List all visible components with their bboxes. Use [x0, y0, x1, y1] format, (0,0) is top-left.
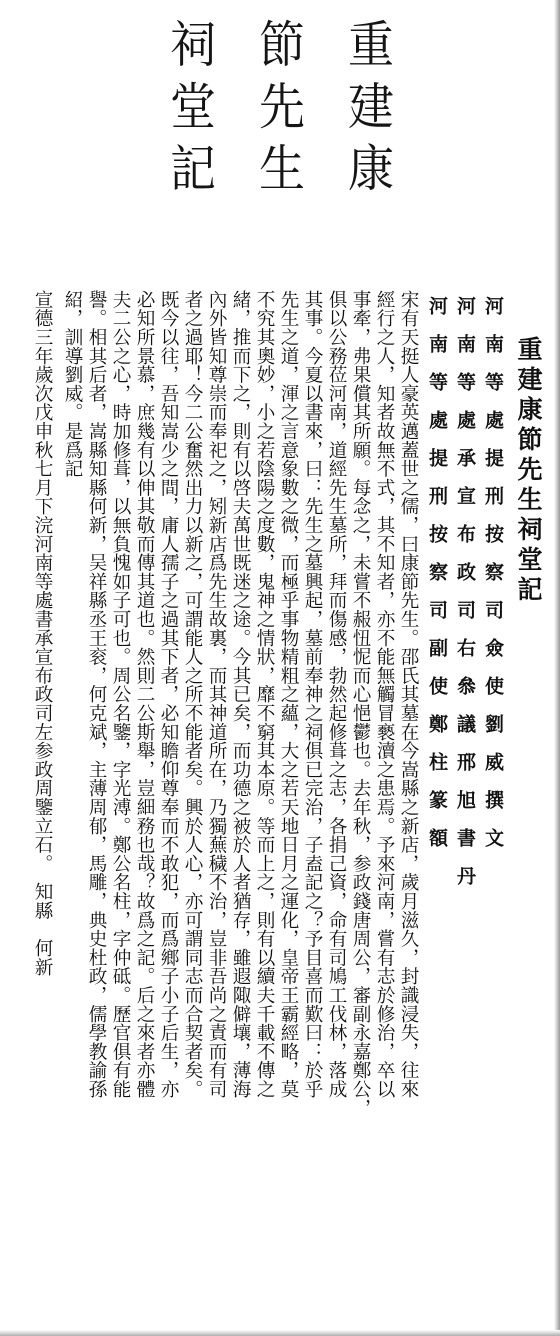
- body-column: 者之過耶！今二公奮然出力以新之，可謂能人之所不能者矣。興於人心，亦可謂同志而合契者矣。: [182, 290, 203, 1099]
- seal-character: 康: [348, 140, 394, 198]
- page-edge-shadow-right: [554, 0, 560, 1336]
- seal-character: 祠: [170, 16, 216, 74]
- calligrapher-line: 河 南 等 處 承 宣 布 政 司 右 叅 議 邢 旭 書 丹: [454, 296, 476, 885]
- document-title: 重建康節先生祠堂記: [514, 336, 543, 606]
- body-column: 譽。相其后者，嵩縣知縣何新，吴祥縣丞王衮，何克斌，主薄周郁，馬雕，典史杜政，儒學教諭孫: [86, 290, 107, 1099]
- body-column: 夫二公之心，時加修葺，以無負愧如子可也。周公名鑒，字光溥。鄭公名柱，字仲砥。歷官俱有能: [110, 290, 131, 1099]
- body-column: 俱以公務莅河南，道經先生墓所，拜而傷感，勃然起修葺之志，各捐己資，命有司鳩工伐林，落成: [326, 290, 347, 1099]
- seal-script-title: [150, 14, 410, 254]
- seal-inscriber-line: 河 南 等 處 提 刑 按 察 司 副 使 鄭 柱 篆 額: [426, 296, 448, 847]
- author-line: 河 南 等 處 提 刑 按 察 司 僉 使 劉 威 撰 文: [482, 296, 504, 847]
- seal-character: 生: [259, 140, 305, 198]
- body-column: 既今以往，吾知嵩少之間，庸人孺子之過其下者，必知瞻仰尊奉而不敢犯，而爲鄉子小子后生，亦: [158, 290, 179, 1099]
- body-column: 其事。今夏以書來，曰：先生之墓興起，墓前奉神之祠俱已完治，子盍記之？予目喜而歎曰：於乎: [302, 290, 323, 1099]
- seal-column-1: [332, 14, 410, 200]
- date-signature-column: 宣德三年歲次戊申秋七月下浣河南等處書承宣布政司左参政周鑒立石。 知縣 何新: [32, 290, 53, 977]
- seal-column-3: [154, 14, 232, 200]
- body-column: 事牽，弗果償其所願。每念之，未嘗不赧忸怩而心悒鬱也。去年秋，参政錢唐周公，審副永嘉鄭公，: [350, 290, 371, 1118]
- body-column: 宋有天挺人豪英邁蓋世之儒，曰康節先生。邵氏其墓在今嵩縣之新店，歲月滋久，封識浸失，往來: [398, 290, 419, 1099]
- seal-character: 記: [170, 140, 216, 198]
- seal-character: 先: [259, 78, 305, 136]
- seal-column-2: [243, 14, 321, 200]
- body-column: 不究其奧妙，小之若陰陽之度數，鬼神之情狀，靡不窮其本原。等而上之，則有以續夫千載不傳之: [254, 290, 275, 1099]
- seal-character: 節: [259, 16, 305, 74]
- body-column: 紹，訓導劉威。是爲記: [62, 290, 83, 478]
- inscription-text: [8, 290, 548, 1330]
- body-column: 經行之人，知者故無不式，其不知者，亦不能無觸冒褻瀆之患焉。予來河南，嘗有志於修治，卒以: [374, 290, 395, 1099]
- body-column: 必知所景慕，庶幾有以伸其敬而傳其道也。然則二公斯舉，豈細務也哉？故爲之記。后之來者亦體: [134, 290, 155, 1099]
- body-column: 內外皆知尊崇而奉祀之，矧新店爲先生故裏，而其神道所在，乃獨蕪穢不治，豈非吾尚之責而有司: [206, 290, 227, 1099]
- page-edge-shadow-bottom: [0, 1330, 560, 1336]
- body-column: 先生之道，渾之言意象數之微，而極乎事物精粗之蘊，大之若天地日月之運化，皇帝王霸經略，莫: [278, 290, 299, 1099]
- seal-character: 重: [348, 16, 394, 74]
- seal-character: 堂: [170, 78, 216, 136]
- body-column: 緒，推而下之，則有以啓夫萬世既迷之途。今其已矣，而功德之被於人者猶存，雖遐陬僻壤，薄海: [230, 290, 251, 1099]
- seal-character: 建: [348, 78, 394, 136]
